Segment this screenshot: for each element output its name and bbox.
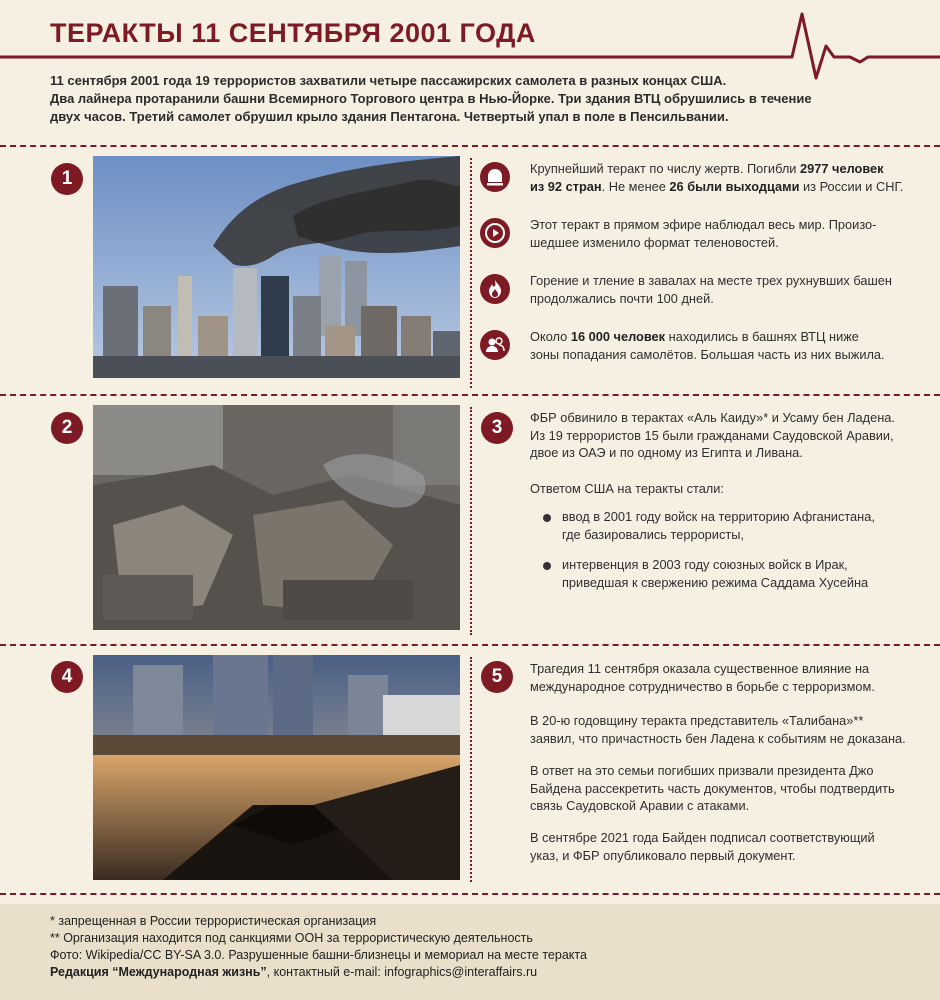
column-separator [470,158,472,388]
fact-victims: Крупнейший теракт по числу жертв. Погибли 2977 человек из 92 стран. Не менее 26 были выходцами из России и СНГ. [530,161,904,194]
paragraph-cooperation: Трагедия 11 сентября оказала существенное влияние на международное сотрудничество в борьбе с терроризмом. [530,661,875,694]
fact-live-broadcast: Этот теракт в прямом эфире наблюдал весь мир. Произо- шедшее изменило формат теленовостей. [530,217,877,250]
fire-icon [480,274,510,304]
bullet-dot [543,514,551,522]
photo-ruins [93,405,460,630]
badge-1: 1 [51,163,83,195]
fact-fire-duration: Горение и тление в завалах на месте трех рухнувших башен продолжались почти 100 дней. [530,273,892,306]
memorial-bell-icon [480,162,510,192]
badge-2: 2 [51,412,83,444]
column-separator [470,407,472,635]
badge-4: 4 [51,661,83,693]
paragraph-taliban: В 20-ю годовщину теракта представитель «Талибана»** заявил, что причастность бен Ладена к событиям не доказана. [530,713,906,746]
divider [0,394,940,396]
page-title: ТЕРАКТЫ 11 СЕНТЯБРЯ 2001 ГОДА [50,18,536,48]
divider [0,145,940,147]
response-title: Ответом США на теракты стали: [530,481,724,496]
play-icon [480,218,510,248]
footnote-1: * запрещенная в России террористическая организация [50,914,377,928]
badge-3: 3 [481,412,513,444]
divider [0,893,940,895]
photo-towers-burning [93,156,460,378]
fbi-accusation-text: ФБР обвинило в терактах «Аль Каиду»* и Усаму бен Ладена. Из 19 террористов 15 были гражданами Саудовской Аравии, двое из ОАЭ и по одному из Египта и Ливана. [530,410,895,460]
response-item-iraq: интервенция в 2003 году союзных войск в Ирак, приведшая к свержению режима Саддама Хусейна [562,557,869,590]
photo-memorial [93,655,460,880]
intro-text: 11 сентября 2001 года 19 террористов захватили четыре пассажирских самолета в разных концах США. Два лайнера протаранили башни Всемирного Торгового центра в Нью-Йорке. Три здания ВТЦ обрушились в течение двух часов. Третий самолет обрушил крыло здания Пентагона. Четвертый упал в поле в Пенсильвании. [50,73,812,124]
response-item-afghanistan: ввод в 2001 году войск на территорию Афганистана, где базировались террористы, [562,509,875,542]
divider [0,644,940,646]
editorial-contact: Редакция “Международная жизнь”, контактный e-mail: infographics@interaffairs.ru [50,965,538,979]
people-icon [480,330,510,360]
column-separator [470,657,472,882]
footnote-2: ** Организация находится под санкциями ООН за террористическую деятельность [50,931,533,945]
bullet-dot [543,562,551,570]
photo-credit: Фото: Wikipedia/CC BY-SA 3.0. Разрушенные башни-близнецы и мемориал на месте теракта [50,948,587,962]
fact-survivors: Около 16 000 человек находились в башнях ВТЦ ниже зоны попадания самолётов. Большая часть из них выжила. [530,329,885,362]
paragraph-biden-decree: В сентябре 2021 года Байден подписал соответствующий указ, и ФБР опубликовало первый документ. [530,830,875,863]
paragraph-families: В ответ на это семьи погибших призвали президента Джо Байдена рассекретить часть документов, чтобы подтвердить связь Саудовской Аравии с атаками. [530,763,895,813]
badge-5: 5 [481,661,513,693]
